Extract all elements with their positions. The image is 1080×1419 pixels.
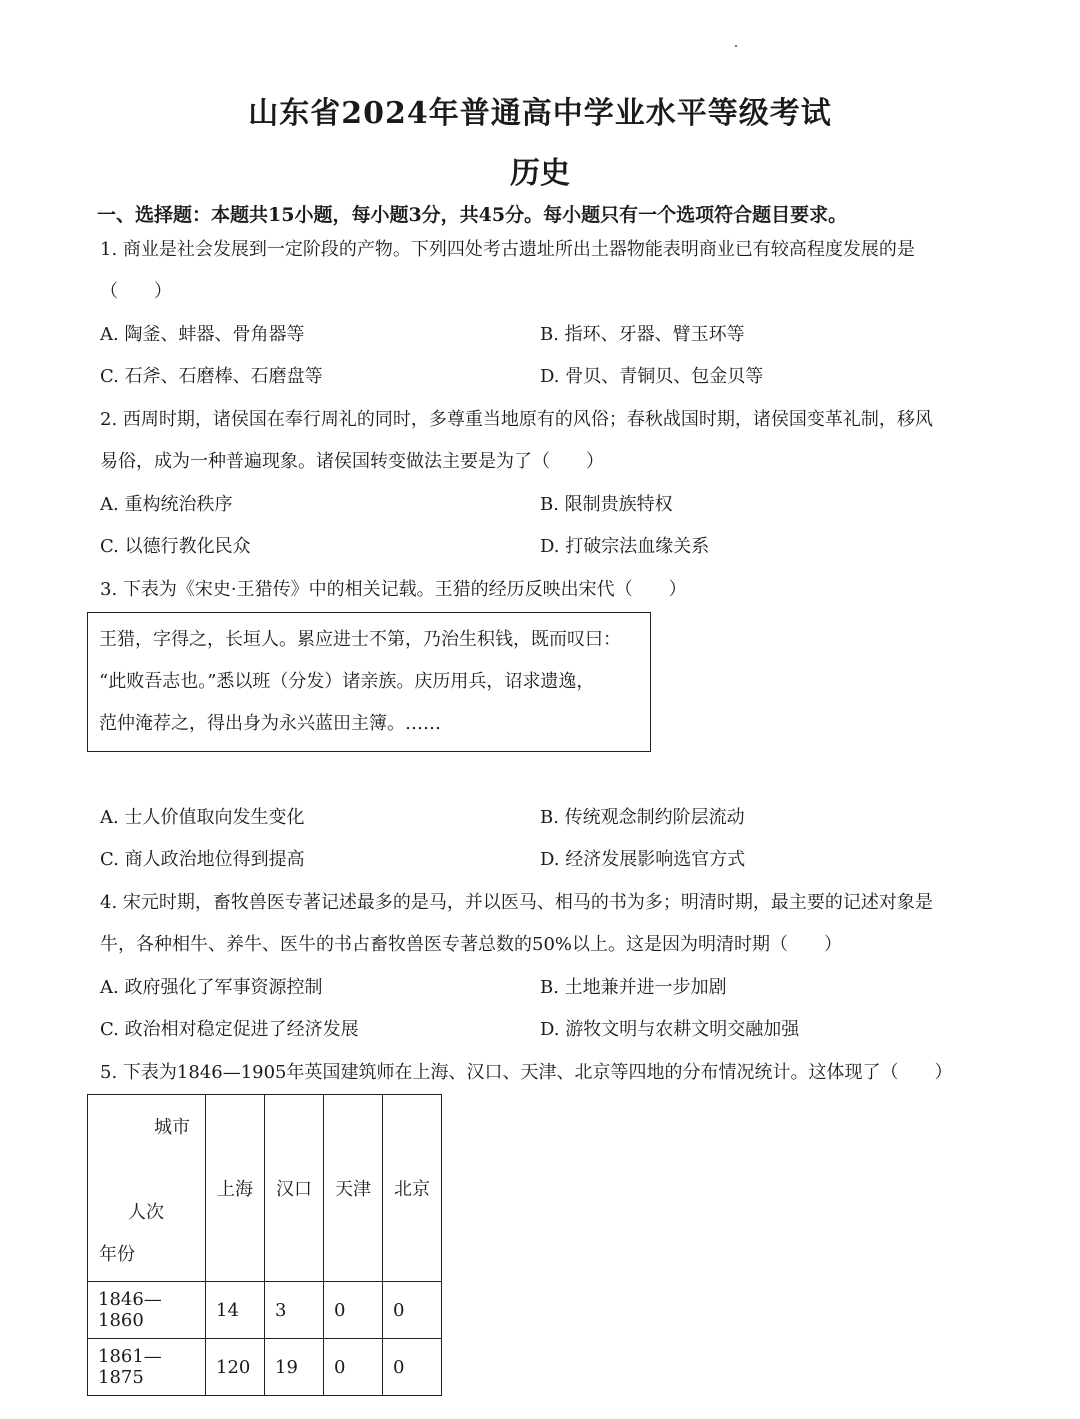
q4-option-a[interactable]: A. 政府强化了军事资源控制 [100,977,323,998]
q3-passage-line1: 王猎，字得之，长垣人。累应进士不第，乃治生积钱，既而叹曰： [99,629,621,650]
q2-option-b[interactable]: B. 限制贵族特权 [540,494,673,515]
cell-value: 120 [206,1339,265,1396]
col-header-shanghai: 上海 [206,1095,265,1282]
q3-option-b[interactable]: B. 传统观念制约阶层流动 [540,807,745,828]
scan-speck [735,45,737,47]
q2-stem-line2: 易俗，成为一种普遍现象。诸侯国转变做法主要是为了（ ） [100,451,604,472]
q4-stem-line1: 4. 宋元时期，畜牧兽医专著记述最多的是马，并以医马、相马的书为多；明清时期，最主要的记述对象是 [100,892,933,913]
q1-stem-line1: 1. 商业是社会发展到一定阶段的产物。下列四处考古遗址所出土器物能表明商业已有较高程度发展的是 [100,239,915,260]
header-city-label: 城市 [154,1117,190,1138]
q1-option-c[interactable]: C. 石斧、石磨棒、石磨盘等 [100,366,323,387]
q3-passage-line3: 范仲淹荐之，得出身为永兴蓝田主簿。…… [99,713,441,734]
section-heading: 一、选择题：本题共15小题，每小题3分，共45分。每小题只有一个选项符合题目要求。 [97,204,848,226]
row-period: 1861—1875 [88,1339,206,1396]
q3-option-d[interactable]: D. 经济发展影响选官方式 [540,849,746,870]
q4-option-d[interactable]: D. 游牧文明与农耕文明交融加强 [540,1019,800,1040]
q2-option-a[interactable]: A. 重构统治秩序 [100,494,233,515]
cell-value: 0 [324,1339,383,1396]
cell-value: 0 [383,1282,442,1339]
q3-option-c[interactable]: C. 商人政治地位得到提高 [100,849,305,870]
col-header-hankou: 汉口 [265,1095,324,1282]
cell-value: 19 [265,1339,324,1396]
cell-value: 0 [324,1282,383,1339]
q4-stem-line2: 牛，各种相牛、养牛、医牛的书占畜牧兽医专著总数的50%以上。这是因为明清时期（ ） [100,934,843,955]
q1-option-b[interactable]: B. 指环、牙器、臂玉环等 [540,324,745,345]
q5-architect-table [87,1094,442,1396]
q5-stem-line1: 5. 下表为1846—1905年英国建筑师在上海、汉口、天津、北京等四地的分布情况统计。这体现了（ ） [100,1062,953,1083]
col-header-tianjin: 天津 [324,1095,383,1282]
q2-option-c[interactable]: C. 以德行教化民众 [100,536,251,557]
q2-stem-line1: 2. 西周时期，诸侯国在奉行周礼的同时，多尊重当地原有的风俗；春秋战国时期，诸侯国变革礼制，移风 [100,409,933,430]
q3-passage-line2: “此败吾志也。”悉以班（分发）诸亲族。庆历用兵，诏求遗逸， [99,671,595,692]
col-header-beijing: 北京 [383,1095,442,1282]
q1-stem-line2: （ ） [100,281,172,302]
exam-title: 山东省2024年普通高中学业水平等级考试 [248,96,832,131]
header-year-label: 年份 [99,1244,135,1265]
table-row [88,1339,442,1396]
table-header-row [88,1095,442,1282]
q3-stem-line1: 3. 下表为《宋史·王猎传》中的相关记载。王猎的经历反映出宋代（ ） [100,579,687,600]
q1-option-a[interactable]: A. 陶釜、蚌器、骨角器等 [100,324,305,345]
table-diagonal-header [88,1095,206,1282]
q4-option-c[interactable]: C. 政治相对稳定促进了经济发展 [100,1019,359,1040]
row-period: 1846—1860 [88,1282,206,1339]
q3-source-passage-box [87,612,651,752]
table-row [88,1282,442,1339]
q1-option-d[interactable]: D. 骨贝、青铜贝、包金贝等 [540,366,764,387]
cell-value: 0 [383,1339,442,1396]
q4-option-b[interactable]: B. 土地兼并进一步加剧 [540,977,727,998]
cell-value: 14 [206,1282,265,1339]
cell-value: 3 [265,1282,324,1339]
subject-title: 历史 [510,156,570,191]
header-count-label: 人次 [128,1202,164,1223]
q2-option-d[interactable]: D. 打破宗法血缘关系 [540,536,710,557]
q3-option-a[interactable]: A. 士人价值取向发生变化 [100,807,305,828]
